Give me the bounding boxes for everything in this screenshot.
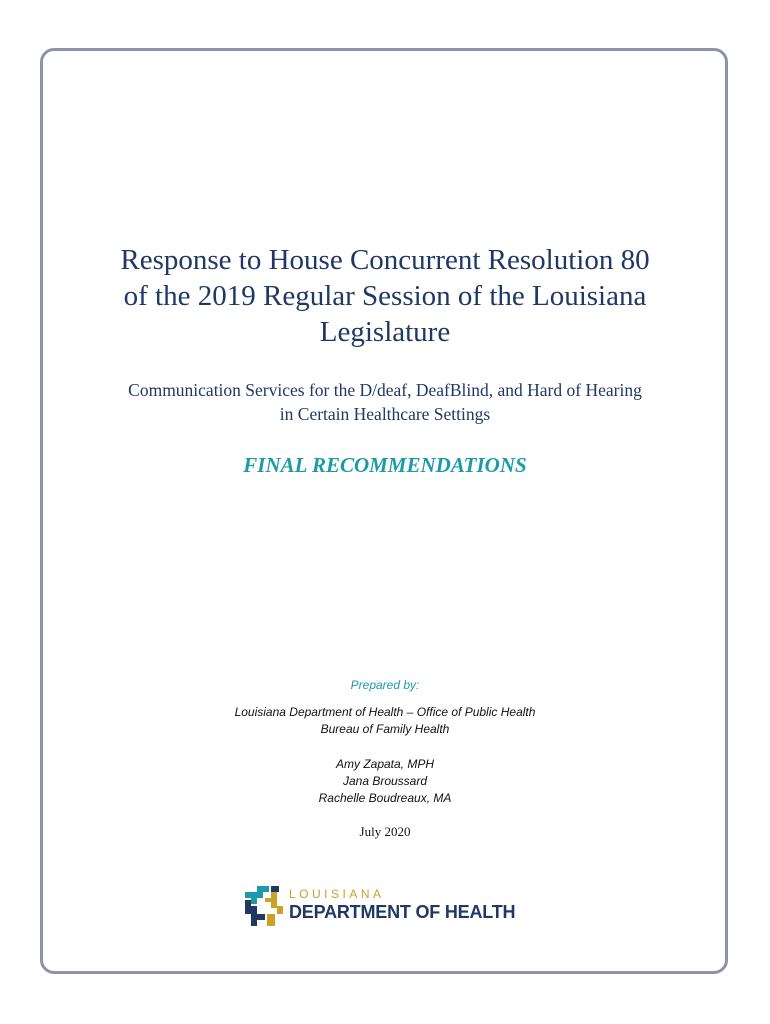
document-date: July 2020 [359, 824, 411, 839]
logo-louisiana-text: LOUISIANA [289, 887, 385, 901]
title-line-3: Legislature [319, 316, 451, 348]
title-line-2: of the 2019 Regular Session of the Louisiana [123, 280, 647, 312]
organization-line-1: Louisiana Department of Health – Office of Public Health [234, 705, 536, 719]
final-recommendations-label: FINAL RECOMMENDATIONS [243, 453, 527, 477]
author-3: Rachelle Boudreaux, MA [318, 791, 452, 805]
author-2: Jana Broussard [342, 774, 428, 788]
subtitle-line-1: Communication Services for the D/deaf, DeafBlind, and Hard of Hearing [128, 380, 642, 400]
subtitle-line-2: in Certain Healthcare Settings [279, 404, 491, 424]
logo-department-text: DEPARTMENT OF HEALTH [289, 902, 516, 922]
organization-line-2: Bureau of Family Health [320, 722, 450, 736]
prepared-by-label: Prepared by: [350, 678, 420, 692]
document-title [60, 242, 710, 350]
title-line-1: Response to House Concurrent Resolution 80 [120, 244, 650, 276]
ldh-logo [243, 884, 533, 928]
louisiana-health-cross-icon [243, 884, 283, 928]
document-subtitle [70, 378, 700, 426]
author-1: Amy Zapata, MPH [335, 757, 435, 771]
